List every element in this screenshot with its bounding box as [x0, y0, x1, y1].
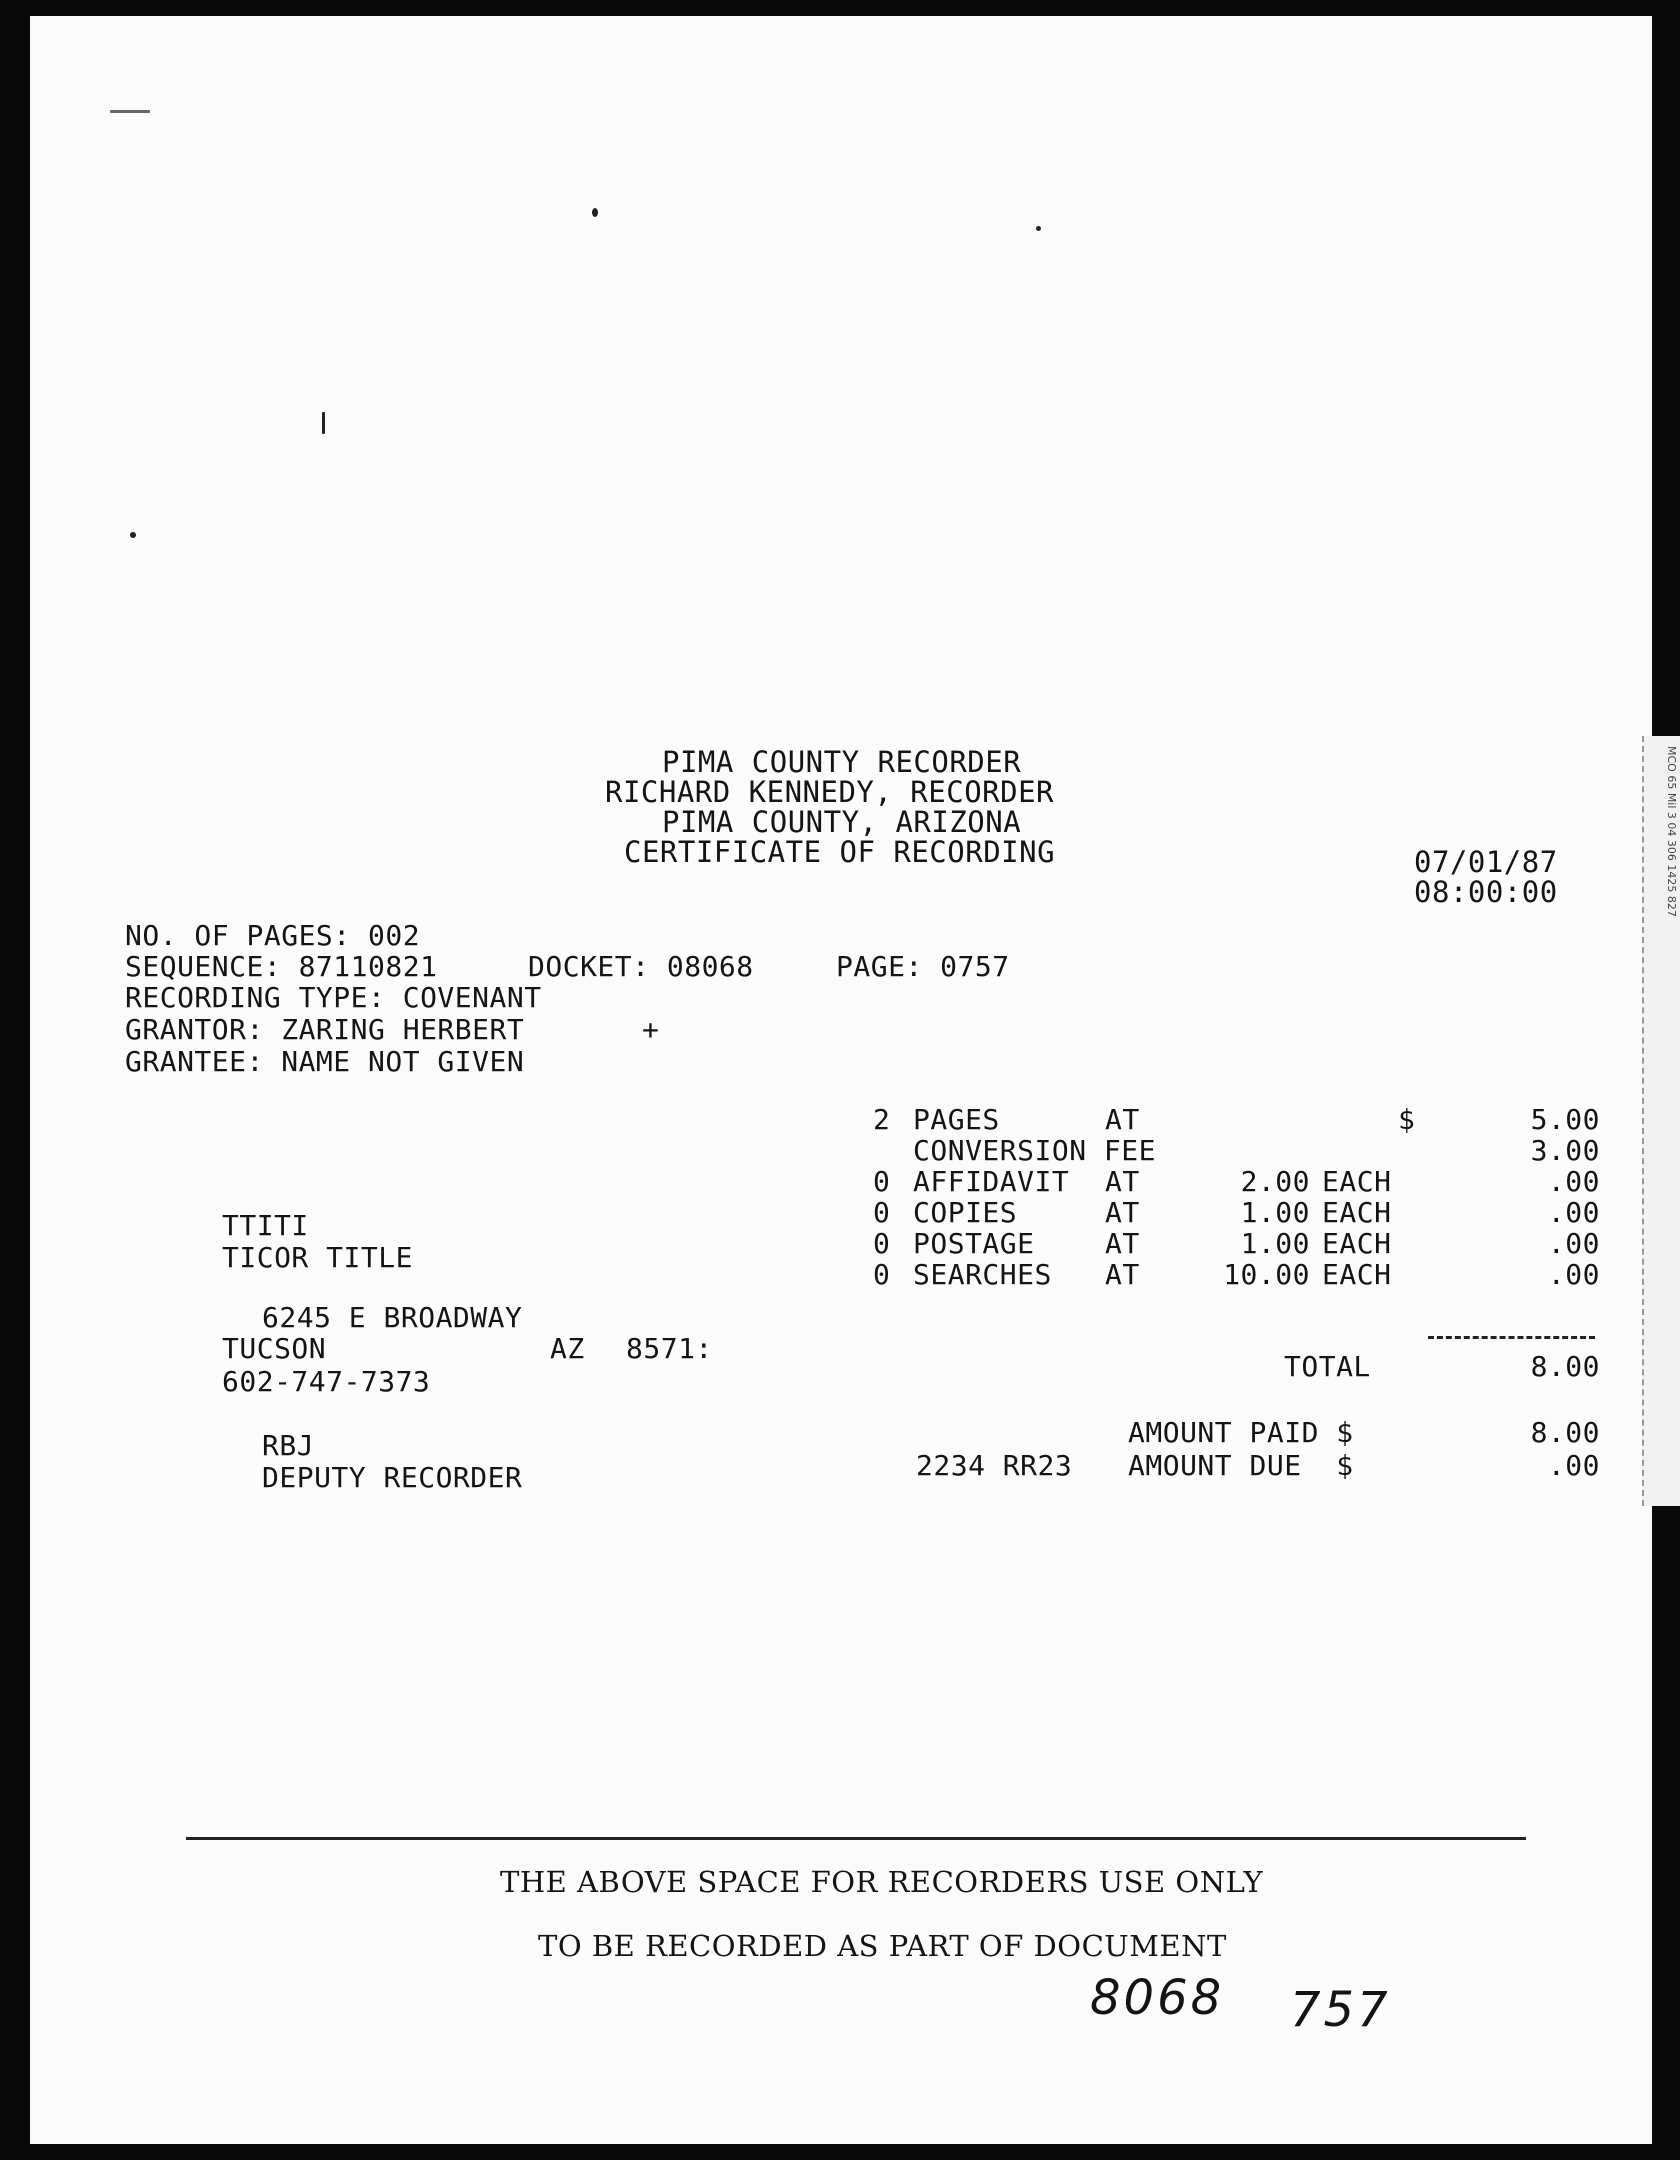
total-rule [1428, 1336, 1595, 1339]
scan-speck [1036, 226, 1041, 231]
header-line-2: RICHARD KENNEDY, RECORDER [605, 775, 1054, 809]
fee-qty: 0 [873, 1165, 891, 1198]
address-phone: 602-747-7373 [222, 1365, 431, 1398]
fee-rate: 1.00 [1240, 1196, 1310, 1229]
fee-amount: 3.00 [1530, 1134, 1600, 1167]
scan-speck [130, 532, 136, 538]
handwritten-page: 757 [1290, 1982, 1391, 2038]
fee-at: AT [1105, 1165, 1140, 1198]
fee-amount: .00 [1547, 1227, 1600, 1260]
fee-rate: 10.00 [1223, 1258, 1310, 1291]
header-line-4: CERTIFICATE OF RECORDING [624, 835, 1056, 869]
grantor-mark: + [642, 1013, 660, 1046]
grantee: GRANTEE: NAME NOT GIVEN [125, 1045, 525, 1078]
fee-amount: .00 [1547, 1165, 1600, 1198]
fee-item: POSTAGE [913, 1227, 1035, 1260]
footer-line-1: THE ABOVE SPACE FOR RECORDERS USE ONLY [500, 1865, 1264, 1899]
fee-at: AT [1105, 1227, 1140, 1260]
address-city: TUCSON [222, 1332, 327, 1365]
document-page [30, 16, 1678, 2144]
fee-at: AT [1105, 1103, 1140, 1136]
receipt-number: 2234 RR23 [916, 1449, 1073, 1482]
fee-at: AT [1105, 1258, 1140, 1291]
address-street: 6245 E BROADWAY [262, 1301, 523, 1334]
fee-amount: .00 [1547, 1196, 1600, 1229]
amount-due-label: AMOUNT DUE $ [1128, 1449, 1354, 1482]
amount-paid-label: AMOUNT PAID $ [1128, 1416, 1354, 1449]
fee-currency: $ [1398, 1103, 1416, 1136]
fee-qty: 2 [873, 1103, 891, 1136]
fee-each: EACH [1322, 1227, 1392, 1260]
record-time: 08:00:00 [1414, 875, 1558, 909]
fee-each: EACH [1322, 1165, 1392, 1198]
fee-item: SEARCHES [913, 1258, 1052, 1291]
address-line-2: TICOR TITLE [222, 1241, 413, 1274]
fee-item: AFFIDAVIT [913, 1165, 1070, 1198]
docket: DOCKET: 08068 [528, 950, 754, 983]
sequence: SEQUENCE: 87110821 [125, 950, 438, 983]
page-number: PAGE: 0757 [836, 950, 1010, 983]
grantor: GRANTOR: ZARING HERBERT [125, 1013, 525, 1046]
header-line-3: PIMA COUNTY, ARIZONA [662, 805, 1022, 839]
fee-qty: 0 [873, 1227, 891, 1260]
header-line-1: PIMA COUNTY RECORDER [662, 745, 1022, 779]
fee-at: AT [1105, 1196, 1140, 1229]
fee-amount: .00 [1547, 1258, 1600, 1291]
fee-qty: 0 [873, 1258, 891, 1291]
address-state: AZ [550, 1332, 585, 1365]
scan-speck [110, 110, 150, 113]
divider-line [186, 1837, 1526, 1840]
total-label: TOTAL [1284, 1350, 1371, 1383]
amount-paid-value: 8.00 [1530, 1416, 1600, 1449]
fee-each: EACH [1322, 1258, 1392, 1291]
fee-each: EACH [1322, 1196, 1392, 1229]
pages-count: NO. OF PAGES: 002 [125, 919, 421, 952]
handwritten-docket: 8068 [1090, 1970, 1225, 2026]
fee-item: PAGES [913, 1103, 1000, 1136]
fee-amount: 5.00 [1530, 1103, 1600, 1136]
fee-rate: 1.00 [1240, 1227, 1310, 1260]
record-date: 07/01/87 [1414, 845, 1558, 879]
fee-item: CONVERSION FEE [913, 1134, 1157, 1167]
deputy-initials: RBJ [262, 1429, 315, 1462]
recording-type: RECORDING TYPE: COVENANT [125, 981, 542, 1014]
fee-rate: 2.00 [1240, 1165, 1310, 1198]
fee-qty: 0 [873, 1196, 891, 1229]
side-stub-text: MCO 65 Mil 3 04 306 1425 827 [1665, 746, 1678, 917]
amount-due-value: .00 [1547, 1449, 1600, 1482]
address-line-1: TTITI [222, 1209, 309, 1242]
fee-item: COPIES [913, 1196, 1018, 1229]
address-zip: 8571: [626, 1332, 713, 1365]
deputy-title: DEPUTY RECORDER [262, 1461, 523, 1494]
footer-line-2: TO BE RECORDED AS PART OF DOCUMENT [538, 1929, 1227, 1963]
scan-speck [592, 208, 598, 217]
scan-speck [322, 412, 325, 434]
total-value: 8.00 [1530, 1350, 1600, 1383]
